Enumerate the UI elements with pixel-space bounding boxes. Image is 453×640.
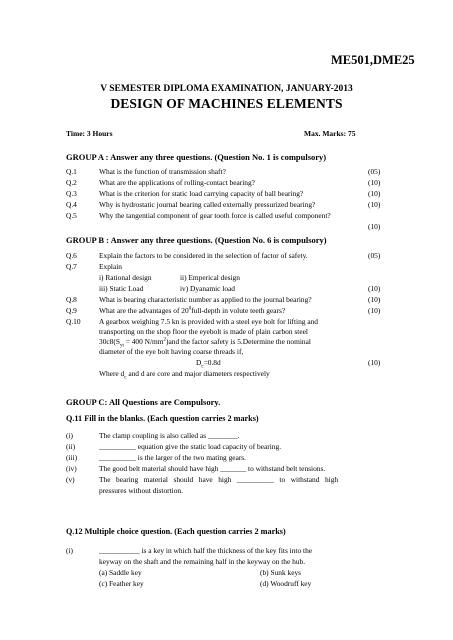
question-marks: (10) [368, 295, 381, 304]
question-text: What is bearing characteristic number as applied to the journal bearing? [99, 295, 312, 304]
question-text: Explain [99, 262, 122, 271]
question-text: Why is hydrostatic journal bearing called externally pressurized bearing? [99, 200, 316, 209]
item-text: __________ equation give the static load capacity of bearing. [99, 442, 282, 451]
q11-heading: Q.11 Fill in the blanks. (Each question carries 2 marks) [66, 414, 259, 423]
question-marks: (10) [368, 222, 381, 231]
question-text: What are the applications of rolling-contact bearing? [99, 178, 255, 187]
question-note: Where $d_c$ and d are core and major diameters respectively [99, 369, 270, 381]
paper-title: DESIGN OF MACHINES ELEMENTS [110, 96, 343, 111]
question-text: What is the function of transmission shaft? [99, 167, 226, 176]
item-text: The good belt material should have high _______ to withstand belt tensions. [99, 464, 326, 473]
question-number: Q.3 [66, 189, 77, 198]
subject-code: ME501,DME25 [331, 53, 415, 67]
item-number: (iv) [66, 464, 77, 473]
item-text: The bearing material should have high __________ to withstand high [99, 475, 339, 484]
item-text: The clamp coupling is also called as ________. [99, 431, 240, 440]
item-number: (v) [66, 475, 75, 484]
group-b-heading: GROUP B : Answer any three questions. (Question No. 6 is compulsory) [66, 235, 327, 245]
question-marks: (10) [368, 306, 381, 315]
question-marks: (10) [368, 200, 381, 209]
formula: $D_c=0.8d$ [196, 358, 221, 370]
choice-c: (c) Feather key [99, 579, 144, 588]
time-allowed: Time: 3 Hours [66, 129, 113, 138]
item-number: (ii) [66, 442, 76, 451]
group-c-heading: GROUP C: All Questions are Compulsory. [66, 397, 221, 407]
choice-b: (b) Sunk keys [260, 568, 302, 577]
question-marks: (05) [368, 167, 381, 176]
question-number: Q.8 [66, 295, 77, 304]
question-number: Q.10 [66, 317, 81, 326]
item-text: ___________ is a key in which half the thickness of the key fits into the [99, 546, 313, 555]
question-number: Q.6 [66, 251, 77, 260]
question-number: Q.2 [66, 178, 77, 187]
group-a-heading: GROUP A : Answer any three questions. (Question No. 1 is compulsory) [66, 152, 327, 162]
question-marks: (10) [368, 189, 381, 198]
choice-d: (d) Woodruff key [260, 579, 312, 588]
choice-a: (a) Saddle key [99, 568, 142, 577]
question-text: Why the tangential component of gear tooth force is called useful component? [99, 211, 331, 220]
option-text: iii) Static Load [99, 284, 144, 293]
option-text: i) Rational design [99, 273, 152, 282]
question-number: Q.4 [66, 200, 77, 209]
question-number: Q.5 [66, 211, 77, 220]
question-number: Q.7 [66, 262, 77, 271]
item-number: (i) [66, 546, 73, 555]
item-number: (iii) [66, 453, 78, 462]
item-text: __________ is the larger of the two mating gears. [99, 453, 247, 462]
question-marks: (10) [368, 284, 381, 293]
exam-name: V SEMESTER DIPLOMA EXAMINATION, JANUARY-2013 [100, 84, 353, 94]
q12-heading: Q.12 Multiple choice question. (Each question carries 2 marks) [66, 527, 286, 536]
option-text: iv) Dyanamic load [180, 284, 236, 293]
item-text-continued: pressures without distortion. [99, 486, 183, 495]
item-number: (i) [66, 431, 73, 440]
max-marks: Max. Marks: 75 [304, 129, 356, 138]
question-text: What are the advantages of $20^0full$-depth in volute teeth gears? [99, 306, 286, 315]
question-text: What is the criterion for static load carrying capacity of ball bearing? [99, 189, 304, 198]
question-marks: (10) [368, 358, 381, 367]
question-text: A gearbox weighing 7.5 kn is provided with a steel eye bolt for lifting and transporting on the shop floor the eyebolt is made of plain carbon steel $30c8(S_{yt} = 400$ $N/mm^2)and$ the factor safety is 5.Determine the nominal diameter of the eye bolt having coarse threads if, [99, 317, 319, 356]
question-number: Q.1 [66, 167, 77, 176]
item-text-continued: keyway on the shaft and the remaining half in the keyway on the hub. [99, 557, 306, 566]
question-text: Explain the factors to be considered in the selection of factor of safety. [99, 251, 308, 260]
question-marks: (10) [368, 178, 381, 187]
question-number: Q.9 [66, 306, 77, 315]
question-marks: (05) [368, 251, 381, 260]
option-text: ii) Emperical design [180, 273, 240, 282]
